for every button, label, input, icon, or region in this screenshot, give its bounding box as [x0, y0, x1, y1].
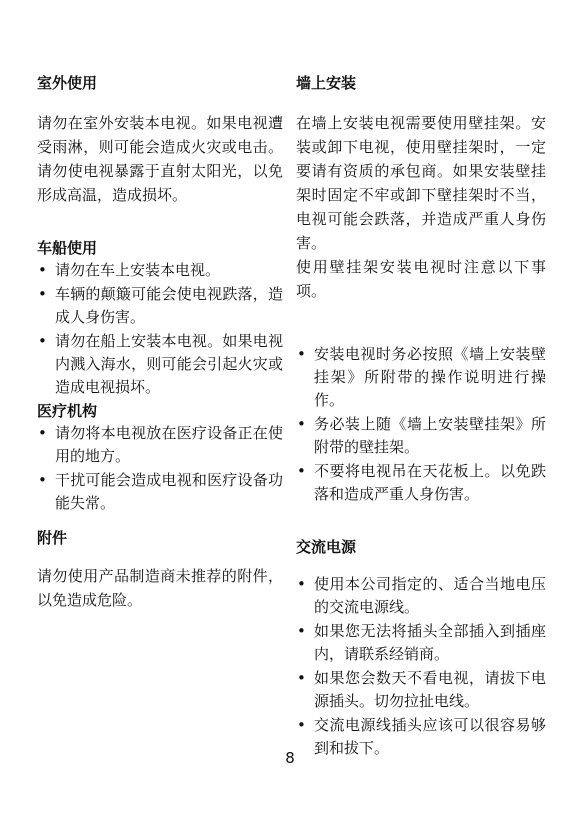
list-item: • 车辆的颠簸可能会使电视跌落，造成人身伤害。: [37, 283, 283, 329]
outdoor-text: 请勿在室外安装本电视。如果电视遭受雨淋，则可能会造成火灾或电击。请勿使电视暴露于直射太阳光，以免形成高温，造成损坏。: [37, 114, 283, 204]
left-column: [37, 72, 283, 612]
accessories-text: 请勿使用产品制造商未推荐的附件，以免造成危险。: [37, 567, 283, 609]
medical-heading: 医疗机构: [37, 402, 98, 420]
wall-heading: 墙上安装: [296, 74, 357, 92]
vehicle-list: [37, 259, 283, 399]
list-item: • 不要将电视吊在天花板上。以免跌落和造成严重人身伤害。: [296, 460, 546, 506]
list-item: • 请勿在船上安装本电视。如果电视内溅入海水，则可能会引起火灾或造成电视损坏。: [37, 330, 283, 399]
page-number: 8: [285, 749, 295, 767]
outdoor-heading: 室外使用: [37, 74, 98, 92]
list-item: • 安装电视时务必按照《墙上安装壁挂架》所附带的操作说明进行操作。: [296, 343, 546, 412]
list-item: • 如果您会数天不看电视，请拔下电源插头。切勿拉扯电线。: [296, 667, 546, 713]
list-item: • 请勿在车上安装本电视。: [37, 259, 283, 282]
vehicle-heading: 车船使用: [37, 239, 98, 257]
power-list: [296, 573, 546, 760]
list-item: • 使用本公司指定的、适合当地电压的交流电源线。: [296, 573, 546, 619]
list-item: • 如果您无法将插头全部插入到插座内，请联系经销商。: [296, 620, 546, 666]
wall-list: [296, 343, 546, 506]
wall-text: 在墙上安装电视需要使用壁挂架。安装或卸下电视，使用壁挂架时，一定要请有资质的承包商。如果安装壁挂架时固定不牢或卸下壁挂架时不当，电视可能会跌落，并造成严重人身伤害。: [296, 114, 546, 252]
right-column: [296, 72, 546, 761]
wall-notice: 使用壁挂架安装电视时注意以下事项。: [296, 258, 546, 300]
list-item: • 请勿将本电视放在医疗设备正在使用的地方。: [37, 422, 283, 468]
accessories-heading: 附件: [37, 529, 68, 547]
list-item: • 务必装上随《墙上安装壁挂架》所附带的壁挂架。: [296, 413, 546, 459]
power-heading: 交流电源: [296, 538, 357, 556]
list-item: • 交流电源线插头应该可以很容易够到和拔下。: [296, 714, 546, 760]
list-item: • 干扰可能会造成电视和医疗设备功能失常。: [37, 469, 283, 515]
medical-list: [37, 422, 283, 515]
